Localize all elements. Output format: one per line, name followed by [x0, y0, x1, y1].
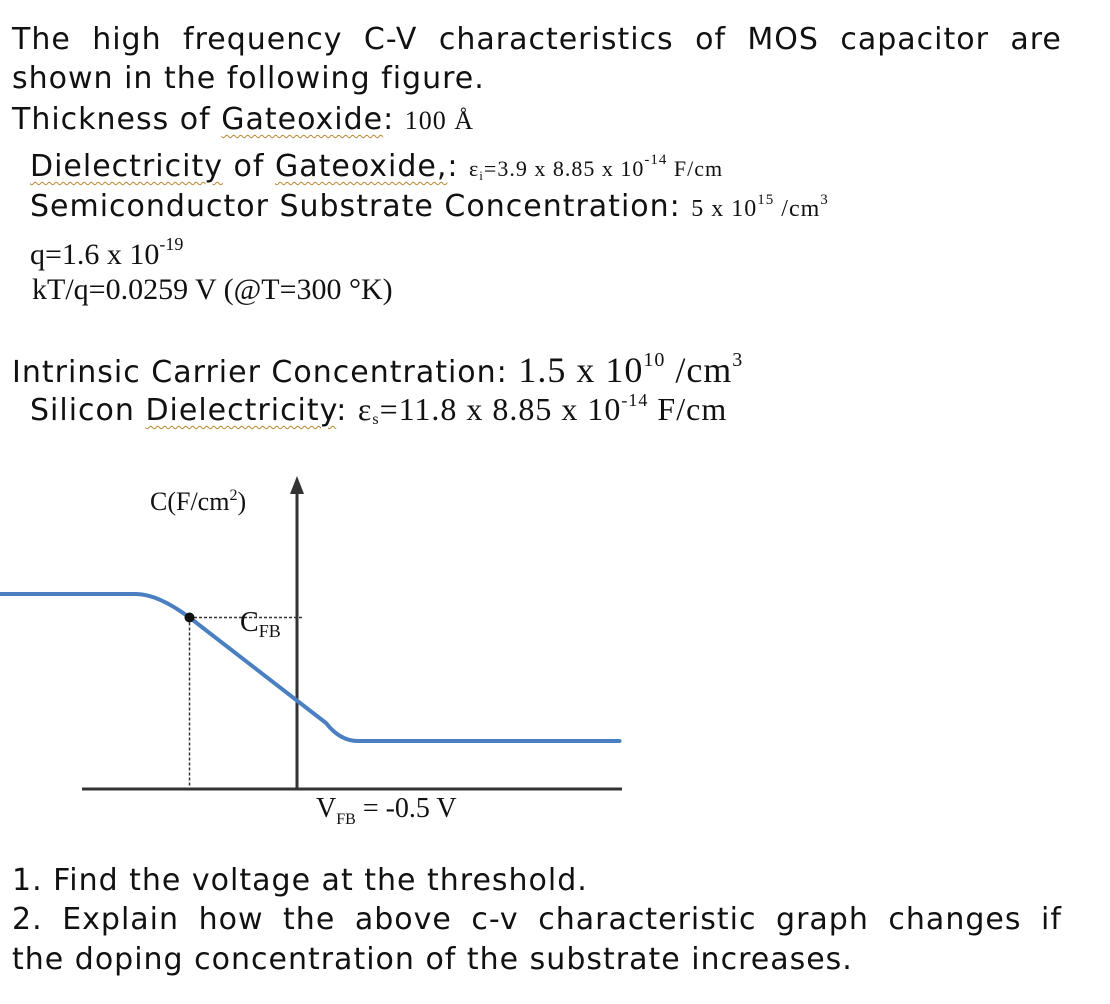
intro-word: The [12, 22, 71, 57]
vfb-label: $V_{FB} = -0.5$ V [316, 793, 457, 828]
question-2-word: characteristic [538, 902, 757, 937]
cfb-label: $C_{FB}$ [240, 607, 281, 641]
silicon-dielectric: Silicon Dielectricity: $\varepsilon_s=11.8$ x 8.85 x $10^{-14}$ F/cm [30, 390, 728, 428]
elementary-charge: q=1.6 x $10^{-19}$ [30, 234, 184, 271]
intro-word: capacitor [840, 22, 989, 57]
intro-word: of [695, 22, 727, 57]
oxide-thickness: Thickness of Gateoxide: 100 Å [12, 102, 475, 137]
question-2-line-1 [12, 901, 1062, 939]
question-2-word: Explain [62, 902, 180, 937]
intro-line-2: shown in the following figure. [12, 61, 485, 96]
intro-word: C-V [363, 22, 418, 57]
intro-word: characteristics [438, 22, 674, 57]
question-2-word: if [1041, 902, 1062, 937]
question-2-word: c-v [471, 902, 519, 937]
question-2-word: graph [776, 902, 869, 937]
question-2-word: above [354, 902, 452, 937]
y-axis-arrow [290, 476, 304, 494]
cv-curve-line [0, 594, 620, 741]
oxide-thickness-value: 100 Å [404, 106, 475, 135]
question-2-word: how [198, 902, 264, 937]
intro-word: high [92, 22, 162, 57]
oxide-dielectric: Dielectricity of Gateoxide,: $\varepsilon_i=3.9$ x 8.85 x $10^{-14}$ F/cm [30, 149, 724, 184]
question-2-word: 2. [12, 902, 43, 937]
intrinsic-concentration: Intrinsic Carrier Concentration: 1.5 x $10^{10}$ $/cm^3$ [12, 349, 744, 390]
substrate-concentration: Semiconductor Substrate Concentration: 5 x $10^{15}$ $/cm^3$ [30, 189, 829, 224]
thermal-voltage: kT/q=0.0259 V (@T=300 °K) [32, 273, 393, 306]
question-2-word: changes [888, 902, 1022, 937]
y-axis-label: $C(F/cm^2)$ [150, 487, 247, 516]
intro-word: frequency [183, 22, 343, 57]
flatband-point [185, 613, 195, 623]
question-2-word: the [283, 902, 336, 937]
intro-word: MOS [747, 22, 819, 57]
intro-word: are [1010, 22, 1062, 57]
question-1: 1. Find the voltage at the threshold. [12, 863, 588, 898]
question-2-line-2: the doping concentration of the substrate increases. [12, 942, 853, 977]
